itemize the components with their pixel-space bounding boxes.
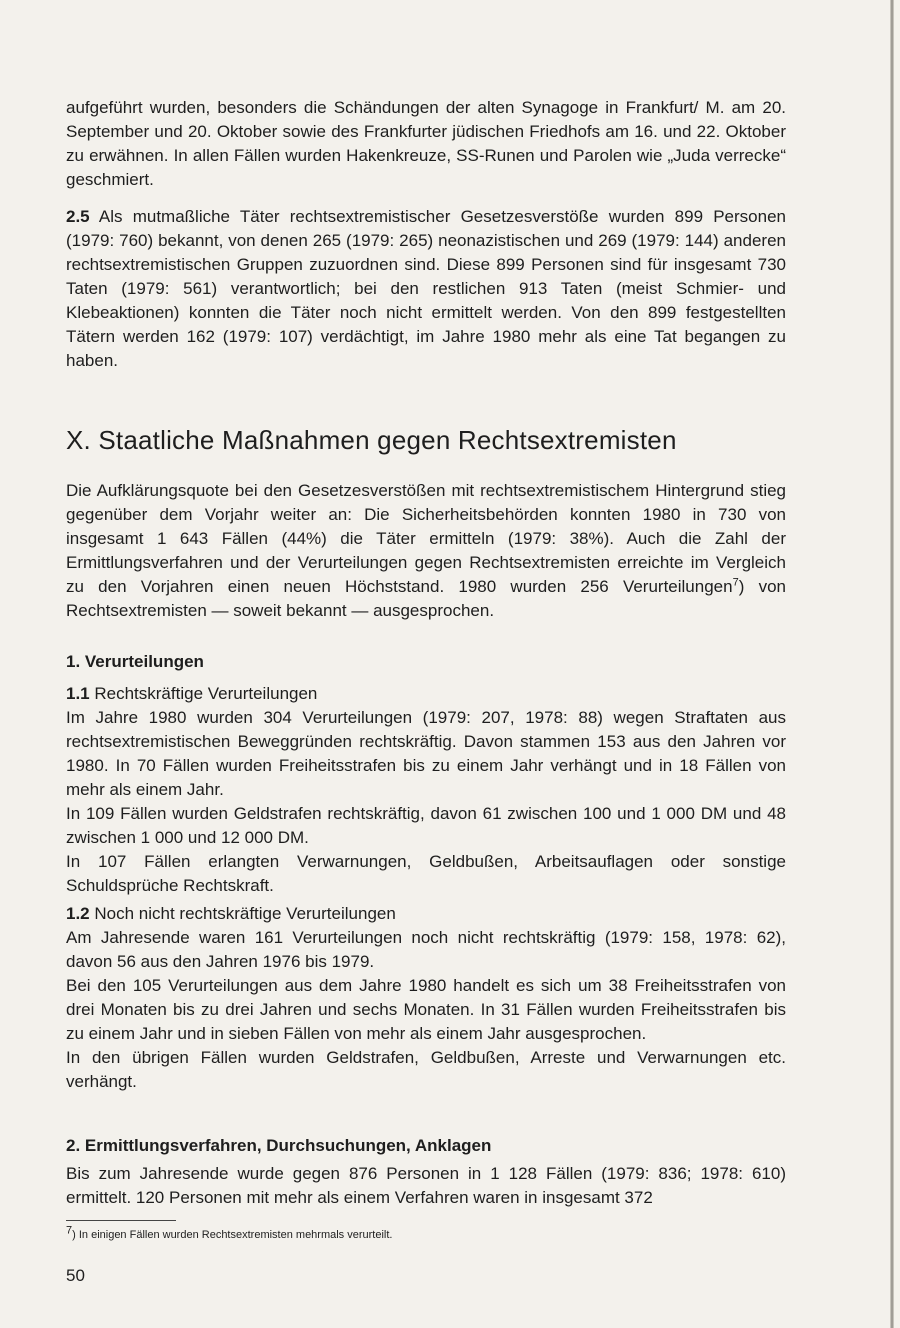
section-2-text: Bis zum Jahresende wurde gegen 876 Personen in 1 128 Fällen (1979: 836; 1978: 610) ermittelt. 120 Personen mit mehr als einem Verfahren waren in insgesamt 372 xyxy=(66,1164,786,1207)
subsection-title: Rechtskräftige Verurteilungen xyxy=(89,684,318,703)
section-number: 2.5 xyxy=(66,207,90,226)
section-2-paragraph xyxy=(66,1162,786,1210)
subsection-text: In 109 Fällen wurden Geldstrafen rechtskräftig, davon 61 zwischen 100 und 1 000 DM und 48 zwischen 1 000 und 12 000 DM. xyxy=(66,804,786,847)
section-text: Als mutmaßliche Täter rechtsextremistischer Gesetzesverstöße wurden 899 Personen (1979: 760) bekannt, von denen 265 (1979: 265) neonazistischen und 269 (1979: 144) anderen rechtsextremistischen Gruppen zuzuordnen sind. Diese 899 Personen sind für insgesamt 730 Taten (1979: 561) verantwortlich; bei den restlichen 913 Taten (meist Schmier- und Klebeaktionen) konnten die Täter noch nicht ermittelt werden. Von den 899 festgestellten Tätern werden 162 (1979: 107) verdächtigt, im Jahre 1980 mehr als eine Tat begangen zu haben. xyxy=(66,207,786,370)
footnote-reference: 7 xyxy=(732,576,739,589)
subsection-title: Noch nicht rechtskräftige Verurteilungen xyxy=(89,904,396,923)
intro-paragraph xyxy=(66,96,786,192)
intro-text: aufgeführt wurden, besonders die Schändungen der alten Synagoge in Frankfurt/ M. am 20. September und 20. Oktober sowie des Frankfurter jüdischen Friedhofs am 16. und 22. Oktober zu erwähnen. In allen Fällen wurden Hakenkreuze, SS-Runen und Parolen wie „Juda verrecke“ geschmiert. xyxy=(66,98,786,189)
footnote-reference-close: ) xyxy=(738,577,745,596)
subsection-text: Im Jahre 1980 wurden 304 Verurteilungen (1979: 207, 1978: 88) wegen Straftaten aus rechtsextremistischen Beweggründen rechtskräftig. Davon stammen 153 aus den Jahren vor 1980. In 70 Fällen wurden Freiheitsstrafen bis zu einem Jahr verhängt und in 18 Fällen von mehr als einem Jahr. xyxy=(66,708,786,799)
section-1-2 xyxy=(66,902,786,1094)
subsection-text: Bei den 105 Verurteilungen aus dem Jahre 1980 handelt es sich um 38 Freiheitsstrafen von drei Monaten bis zu drei Jahren und sechs Monaten. In 31 Fällen wurden Freiheitsstrafen bis zu einem Jahr und in sieben Fällen von mehr als einem Jahr ausgesprochen. xyxy=(66,976,786,1043)
page-number: 50 xyxy=(66,1266,85,1285)
subsection-text: Am Jahresende waren 161 Verurteilungen noch nicht rechtskräftig (1979: 158, 1978: 62), davon 56 aus den Jahren 1976 bis 1979. xyxy=(66,928,786,971)
heading-ermittlungsverfahren: 2. Ermittlungsverfahren, Durchsuchungen, Anklagen xyxy=(66,1136,492,1155)
chapter-intro-paragraph xyxy=(66,479,786,623)
footnote-mark: 7 xyxy=(66,1224,73,1237)
page-edge-shadow xyxy=(890,0,894,1328)
chapter-heading xyxy=(66,424,786,456)
heading-2 xyxy=(66,1134,786,1158)
subsection-text: In den übrigen Fällen wurden Geldstrafen, Geldbußen, Arreste und Verwarnungen etc. verhängt. xyxy=(66,1048,786,1091)
footnote xyxy=(66,1224,393,1242)
subsection-text: In 107 Fällen erlangten Verwarnungen, Geldbußen, Arbeitsauflagen oder sonstige Schuldsprüche Rechtskraft. xyxy=(66,852,786,895)
section-1-1 xyxy=(66,682,786,898)
chapter-intro-text-b: von Rechtsextremisten — soweit bekannt — ausgesprochen. xyxy=(66,577,787,620)
heading-1 xyxy=(66,650,786,674)
chapter-intro-text-a: Die Aufklärungsquote bei den Gesetzesverstößen mit rechtsextremistischem Hintergrund stieg gegenüber dem Vorjahr weiter an: Die Sicherheitsbehörden konnten 1980 in 730 von insgesamt 1 643 Fällen (44%) die Täter ermitteln (1979: 38%). Auch die Zahl der Ermittlungsverfahren und der Verurteilungen gegen Rechtsextremisten erreichte im Vergleich zu den Vorjahren einen neuen Höchststand. 1980 wurden 256 Verurteilungen xyxy=(66,481,786,596)
footnote-text: ) In einigen Fällen wurden Rechtsextremisten mehrmals verurteilt. xyxy=(72,1229,393,1241)
subsection-number: 1.2 xyxy=(66,904,90,923)
chapter-title: X. Staatliche Maßnahmen gegen Rechtsextremisten xyxy=(66,425,677,455)
footnote-divider xyxy=(66,1220,176,1221)
subsection-number: 1.1 xyxy=(66,684,90,703)
heading-verurteilungen: 1. Verurteilungen xyxy=(66,652,204,671)
section-2-5 xyxy=(66,205,786,373)
